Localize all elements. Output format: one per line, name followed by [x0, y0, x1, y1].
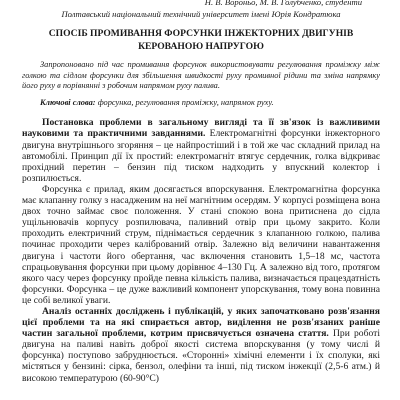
keywords-label: Ключові слова:: [40, 97, 96, 107]
abstract-text: Запропоновано під час промивання форсунок використовувати регулювання проміжку між голкою та сідлом форсунки для збільшення швидкості руху промивної рідини та зміна напрямку його руху в порівнянні з робочим напрямом руху палива.: [22, 60, 380, 91]
affiliation-line: Полтавський національний технічний університет імені Юрія Кондратюка: [61, 9, 341, 19]
keywords-line: [22, 98, 380, 109]
paragraph-body: При роботі двигуна на паливі навіть доброї якості система впорскування (у тому числі й форсунка) поступово забруднюється. «Сторонні» хімічні елементи і їх сполуки, які містяться у бензині: сірка, бензол, олефіни та інші, під тиском інжекції (2,5-6 атм.) й високою температурою (60-90°С): [22, 328, 380, 384]
paragraph-heading: Постановка проблеми в загальному вигляді та її зв'язок із важливими науковими та практичними завданнями.: [22, 117, 380, 140]
paper-title: СПОСІБ ПРОМИВАННЯ ФОРСУНКИ ІНЖЕКТОРНИХ ДВИГУНІВ КЕРОВАНОЮ НАПРУГОЮ: [48, 28, 354, 52]
paragraph-body: Електромагнітні форсунки інжекторного двигуна внутрішнього згоряння – це найпростіший і в той же час складний прилад на автомобілі. Принцип дії їх простий: електромагніт втягує сердечник, голка відкриває прохідний перетин – бензин під тиском надходить у впускний колектор і розпилюється.: [22, 128, 380, 184]
paragraph-problem-statement: [22, 117, 380, 184]
paragraph-injector-description: Форсунка є прилад, яким досягається впорскування. Електромагнітна форсунка має клапанну голку з насадженим на неї магнітним осердям. У корпусі розміщена вона двох точно займає своє положення. У стані спокою вона притиснена до сідла ущільнювачів корпусу розпилювача, паливний отвір при цьому закрито. Коли проходить електричний струм, піднімається сердечник з клапанною голкою, палива починає проходити через калібрований отвір. Залежно від величини навантаження двигуна і частоти його обертання, час включення становить 1,5–18 мс, частота спрацьовування форсунки при цьому дорівнює 4–130 Гц. А залежно від того, протягом якого часу через форсунку пройде певна кількість палива, визначається працездатність форсунки. Форсунка – це дуже важливий компонент упорскування, тому вона повинна це собі великої уваги.: [22, 183, 380, 306]
paragraph-literature-analysis: [22, 306, 380, 384]
keywords-text: форсунка, регулювання проміжку, напрямок руху.: [97, 97, 274, 107]
paragraph-heading: Аналіз останніх досліджень і публікацій, у яких започатковано розв'язання цієї проблеми та на які спирається автор, виділення не розв'язаних раніше частин загальної проблеми, котрим присвячується означена стаття.: [22, 305, 380, 340]
authors-line: Н. В. Вороньо, М. В. Голубченко, студенти: [204, 0, 362, 7]
